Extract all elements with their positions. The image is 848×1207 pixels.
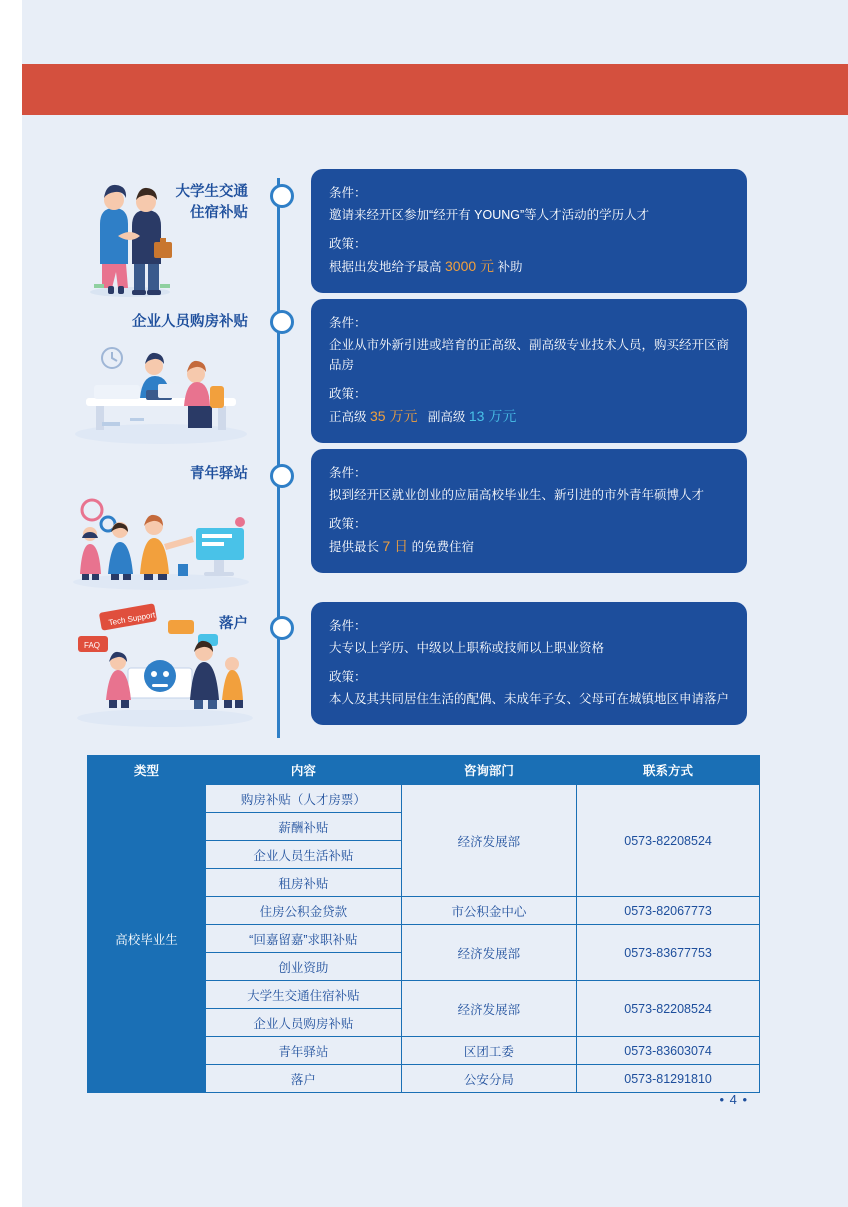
section-title-4 <box>140 614 248 635</box>
table-cell-content: 大学生交通住宿补贴 <box>206 981 402 1009</box>
table-cell-tel: 0573-82067773 <box>577 897 760 925</box>
policy-label-1: 政策： <box>329 237 367 251</box>
table-cell-tel: 0573-82208524 <box>577 785 760 897</box>
section-title-1-line2: 住宿补贴 <box>190 205 248 221</box>
section-title-2 <box>100 312 248 333</box>
table-cell-content: 企业人员生活补贴 <box>206 841 402 869</box>
timeline-node-1 <box>270 184 294 208</box>
condition-text-1: 邀请来经开区参加“经开有 YOUNG”等人才活动的学历人才 <box>329 208 650 222</box>
section-card-3 <box>311 449 747 573</box>
policy-label-4: 政策： <box>329 670 367 684</box>
policy-suffix-3: 的免费住宿 <box>411 540 475 554</box>
timeline-line <box>277 178 280 738</box>
contacts-table <box>87 755 760 1093</box>
table-cell-content: 创业资助 <box>206 953 402 981</box>
policy-prefix-2b: 副高级 <box>427 410 466 424</box>
table-header-dept: 咨询部门 <box>401 756 577 785</box>
table-cell-tel: 0573-81291810 <box>577 1065 760 1093</box>
section-card-1 <box>311 169 747 293</box>
team-people-illustration <box>68 490 254 590</box>
table-cell-content: “回嘉留嘉”求职补贴 <box>206 925 402 953</box>
left-white-margin <box>0 0 22 1207</box>
condition-label-1: 条件： <box>329 186 367 200</box>
section-title-1 <box>120 182 248 224</box>
table-cell-dept: 经济发展部 <box>401 785 577 897</box>
timeline-node-4 <box>270 616 294 640</box>
section-title-2-line1: 企业人员购房补贴 <box>132 314 248 330</box>
policy-text-1 <box>329 256 729 277</box>
policy-label-3: 政策： <box>329 517 367 531</box>
table-cell-content: 租房补贴 <box>206 869 402 897</box>
table-cell-content: 企业人员购房补贴 <box>206 1009 402 1037</box>
table-cell-tel: 0573-83677753 <box>577 925 760 981</box>
page-number: • 4 • <box>719 1092 748 1107</box>
policy-value-3: 7 日 <box>382 538 409 554</box>
condition-text-2: 企业从市外新引进或培育的正高级、副高级专业技术人员，购买经开区商品房 <box>329 338 730 372</box>
condition-label-3: 条件： <box>329 466 367 480</box>
policy-text-4: 本人及其共同居住生活的配偶、未成年子女、父母可在城镇地区申请落户 <box>329 692 730 706</box>
section-card-4 <box>311 602 747 725</box>
policy-label-2: 政策： <box>329 387 367 401</box>
table-cell-content: 购房补贴（人才房票） <box>206 785 402 813</box>
section-title-4-line1: 落户 <box>219 616 248 632</box>
policy-text-2 <box>329 406 729 427</box>
table-cell-content: 住房公积金贷款 <box>206 897 402 925</box>
section-title-3 <box>120 464 248 485</box>
table-cell-dept: 市公积金中心 <box>401 897 577 925</box>
table-cell-content: 薪酬补贴 <box>206 813 402 841</box>
policy-prefix-1: 根据出发地给予最高 <box>329 260 442 274</box>
office-desk-illustration <box>72 330 250 446</box>
timeline-node-2 <box>270 310 294 334</box>
table-cell-dept: 公安分局 <box>401 1065 577 1093</box>
header-red-band <box>22 64 848 115</box>
condition-label-2: 条件： <box>329 316 367 330</box>
condition-text-3: 拟到经开区就业创业的应届高校毕业生、新引进的市外青年硕博人才 <box>329 488 705 502</box>
condition-text-4: 大专以上学历、中级以上职称或技师以上职业资格 <box>329 641 605 655</box>
section-title-3-line1: 青年驿站 <box>190 466 248 482</box>
table-cell-type: 高校毕业生 <box>88 785 206 1093</box>
table-cell-tel: 0573-82208524 <box>577 981 760 1037</box>
policy-prefix-2a: 正高级 <box>329 410 367 424</box>
table-header-type: 类型 <box>88 756 206 785</box>
policy-value-2b: 13 万元 <box>468 408 517 424</box>
timeline-node-3 <box>270 464 294 488</box>
svg-text:Tech Support: Tech Support <box>107 610 156 628</box>
section-title-1-line1: 大学生交通 <box>175 184 248 200</box>
condition-label-4: 条件： <box>329 619 367 633</box>
svg-text:FAQ: FAQ <box>84 641 101 650</box>
table-cell-content: 青年驿站 <box>206 1037 402 1065</box>
policy-prefix-3: 提供最长 <box>329 540 380 554</box>
policy-text-3 <box>329 536 729 557</box>
policy-value-1: 3000 元 <box>445 258 495 274</box>
table-header-content: 内容 <box>206 756 402 785</box>
table-row <box>88 785 760 813</box>
policy-value-2a: 35 万元 <box>370 408 418 424</box>
table-cell-content: 落户 <box>206 1065 402 1093</box>
table-cell-dept: 区团工委 <box>401 1037 577 1065</box>
table-cell-dept: 经济发展部 <box>401 981 577 1037</box>
table-cell-tel: 0573-83603074 <box>577 1037 760 1065</box>
section-card-2 <box>311 299 747 443</box>
table-header-row <box>88 756 760 785</box>
table-cell-dept: 经济发展部 <box>401 925 577 981</box>
policy-suffix-1: 补助 <box>497 260 523 274</box>
table-header-tel: 联系方式 <box>577 756 760 785</box>
